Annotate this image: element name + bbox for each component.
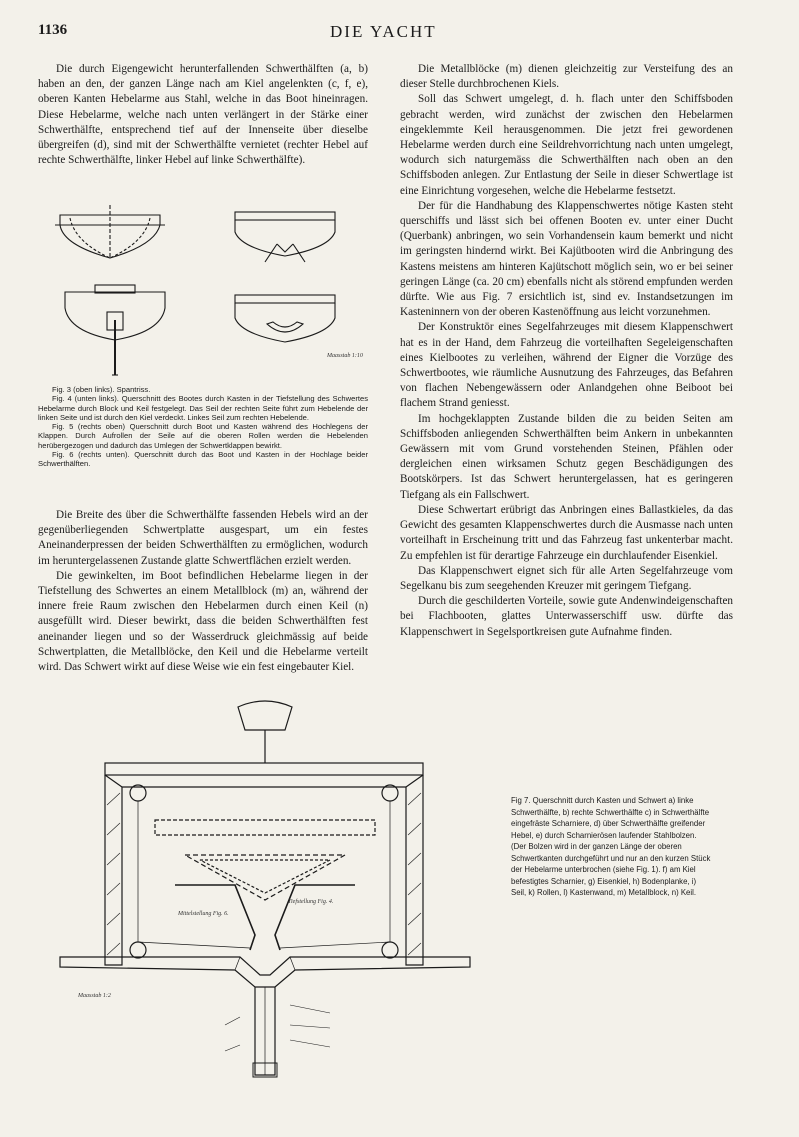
- fig4-section: [65, 285, 165, 375]
- fig7-mid-label: Mittelstellung Fig. 6.: [178, 911, 229, 917]
- paragraph: Durch die geschilderten Vorteile, sowie gute Andenwindeigenschaften bei Flachbooten, glattes Unterwasserschiff usw. dürfte das Klappenschwert in Segelsportkreisen gute Aufnahme finden.: [400, 595, 733, 638]
- fig7-scale-label: Maasstab 1:2: [78, 993, 111, 999]
- caption-fig5: Fig. 5 (rechts oben) Querschnitt durch Boot und Kasten während des Hochlegens der Klappen. Durch Aufrollen der Seile auf die oberen Rollen werden die Hebelenden herübergezogen und dadurch das Umlegen der Schwertklappen bewirkt.: [38, 422, 368, 450]
- caption-fig3: Fig. 3 (oben links). Spantriss.: [52, 385, 151, 394]
- small-figure-scale-label: Maasstab 1:10: [327, 353, 363, 359]
- paragraph: Die durch Eigengewicht herunterfallenden Schwerthälften (a, b) haben an den, der ganzen Länge nach am Kiel angelenkten (c, f, e), oberen Kanten Hebelarme aus Stahl, welche in das Boot hineinragen. Diese Hebelarme, welche nach unten verlängert in der Stärke einer Schwerthälfte, entsprechend tief auf der Innenseite über dieselbe übergreifen (d), sind mit der Schwerthälfte vernietet (rechter Hebel auf rechte Schwerthälfte, linker Hebel auf linke Schwerthälfte).: [38, 63, 368, 167]
- paragraph: Im hochgeklappten Zustande bilden die zu beiden Seiten am Schiffsboden anliegenden Schwerthälften beim Ankern in unbekannten Gewässern mit vom Grund vorstehenden Steinen, Pfählen oder dergleichen einen wirksamen Schutz gegen Beschädigungen des Bootskörpers. Ist das Schwert heruntergelassen, hat es geringeren Tiefgang als ein Fallschwert.: [400, 412, 733, 501]
- paragraph: Die gewinkelten, im Boot befindlichen Hebelarme liegen in der Tiefstellung des Schwertes an einem Metallblock (m) an, während der innere freie Raum zwischen den Hebelarmen durch einen Keil (n) ausgefüllt wird. Dieser bewirkt, dass die beiden Schwerthälften fest aneinander liegen und so der Wasserdruck gleichmässig auf beide Schwertplatten, die Metallblöcke, den Keil und die Hebelarme verteilt wird. Das Schwert wirkt auf diese Weise wie ein fest eingebauter Kiel.: [38, 569, 368, 674]
- figure-7-caption: Fig 7. Querschnitt durch Kasten und Schwert a) linke Schwerthälfte, b) rechte Schwerthälfte c) in Schwerthälfte eingefräste Scharniere, d) über Schwerthälfte greifender Hebel, e) durch Scharnierösen laufender Stahlbolzen. (Der Bolzen wird in der ganzen Länge der oberen Schwertkanten durchgeführt und nur an den kurzen Stück der Hebelarme unterbrochen (siehe Fig. 1). f) am Kiel befestigtes Scharnier, g) Eisenkiel, h) Bodenplanke, i) Seil, k) Rollen, l) Kastenwand, m) Metallblock, n) Keil.: [511, 796, 711, 897]
- fig6-section: [235, 295, 335, 342]
- paragraph: Der Konstruktör eines Segelfahrzeuges mit diesem Klappenschwert hat es in der Hand, dem Fahrzeug die vorteilhaften Segeleigenschaften eines Kielbootes zu verleihen, während der Eigner die Vorzüge des Schwertbootes, wie räumliche Ausnutzung des Fahrzeuges, das Befahren von flachen Nebengewässern oder Anlandgehen ohne Beiboot bei flachem Strand geniesst.: [400, 321, 733, 410]
- journal-title: DIE YACHT: [330, 22, 437, 41]
- paragraph: Die Metallblöcke (m) dienen gleichzeitig zur Versteifung des an dieser Stelle durchbrochenen Kiels.: [400, 63, 733, 91]
- left-column-bottom: [38, 508, 368, 675]
- figures-3-to-6: [55, 200, 365, 380]
- figure-captions: [38, 385, 368, 469]
- paragraph: Soll das Schwert umgelegt, d. h. flach unter den Schiffsboden gebracht werden, wird zunächst der zwischen den Hebelarmen eingeklemmte Keil herausgenommen. Die jetzt frei gewordenen Hebelarme werden durch eine Seildrehvorrichtung nach unten umgelegt, wodurch sich naturgemäss die Schwerthälften nach oben an den Schiffsboden anlegen. Zur Entlastung der Seile in dieser Schwertlage ist eine Einrichtung vorgesehen, welche die Hebelarme festsetzt.: [400, 93, 733, 197]
- fig5-section: [235, 212, 335, 262]
- caption-fig6: Fig. 6 (rechts unten). Querschnitt durch das Boot und Kasten in der Hochlage beider Schwerthälften.: [38, 450, 368, 469]
- page-number: 1136: [38, 22, 68, 38]
- figure-7-cross-section: [60, 695, 480, 1090]
- fig3-spantriss: [55, 205, 165, 258]
- paragraph: Die Breite des über die Schwerthälfte fassenden Hebels wird an der gegenüberliegenden Schwertplatte ausgespart, um ein festes Aneinanderpressen der beiden Schwerthälften zu ermöglichen, wodurch im heruntergelassenen Zustande glatte Schwertflächen erzielt werden.: [38, 509, 368, 567]
- fig7-low-label: Tiefstellung Fig. 4.: [288, 899, 334, 905]
- paragraph: Der für die Handhabung des Klappenschwertes nötige Kasten steht querschiffs und lässt sich bei offenen Booten ev. unter einer Ducht (Querbank) anbringen, wo sein Vorhandensein kaum bemerkt und nicht im geringsten hindernd wirkt. Bei Kajütbooten wird die Anbringung des Kastens meistens am hinteren Kajütschott möglich sein, wo er bei seiner geringen Länge (ca. 20 cm) ebenfalls nicht als störend empfunden werden dürfte. Wie aus Fig. 7 ersichtlich ist, sind ev. Instandsetzungen im Kasteninnern von der oberen Kastenöffnung aus leicht vorzunehmen.: [400, 199, 733, 319]
- caption-fig4: Fig. 4 (unten links). Querschnitt des Bootes durch Kasten in der Tiefstellung des Schwertes Hebelarme durch Block und Keil festgelegt. Das Seil der rechten Seite führt zum Hebelende der linken Seite und ist durch den Kiel verdeckt. Linkes Seil zum rechten Hebelende.: [38, 394, 368, 422]
- paragraph: Das Klappenschwert eignet sich für alle Arten Segelfahrzeuge vom Segelkanu bis zum seegehenden Kreuzer mit geringem Tiefgang.: [400, 564, 733, 592]
- left-column-top: [38, 62, 368, 168]
- paragraph: Diese Schwertart erübrigt das Anbringen eines Ballastkieles, da das Gewicht des gesamten Klappenschwertes durch die Ausmasse nach unten vorteilhaft in Erscheinung tritt und das Fahrzeug fast unkenterbar macht. Zu empfehlen ist für derartige Fahrzeuge ein durchlaufender Eisenkiel.: [400, 503, 733, 562]
- right-column: [400, 62, 733, 640]
